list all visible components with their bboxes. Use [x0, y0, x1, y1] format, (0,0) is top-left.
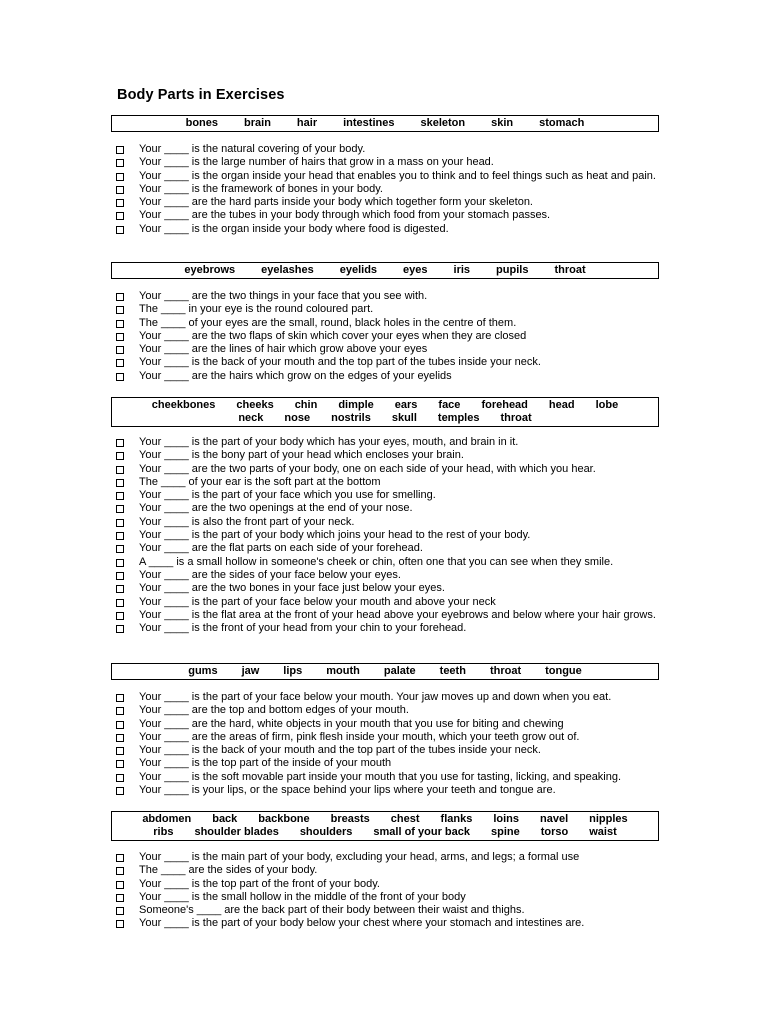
word-bank-word: tongue — [545, 665, 582, 677]
word-bank-word: nostrils — [331, 412, 371, 424]
exercise-item — [116, 303, 656, 316]
exercise-item — [116, 529, 656, 542]
exercise-item — [116, 878, 656, 891]
exercise-sentence: Your ____ is the bony part of your head which encloses your brain. — [139, 449, 464, 462]
exercise-sentence: Your ____ is the top part of the inside of your mouth — [139, 757, 392, 770]
word-bank-word: chest — [390, 813, 420, 825]
word-bank-word: ears — [394, 399, 418, 411]
word-bank-2 — [111, 262, 659, 279]
word-bank-word: neck — [238, 412, 264, 424]
checkbox-icon[interactable] — [116, 747, 124, 755]
exercise-sentence: A ____ is a small hollow in someone's cheek or chin, often one that you can see when they smile. — [139, 555, 614, 568]
word-bank-row — [112, 116, 658, 130]
exercise-item — [116, 183, 656, 196]
word-bank-word: temples — [437, 412, 480, 424]
exercise-item — [116, 356, 656, 369]
exercise-sentence: Your ____ is the natural covering of your body. — [139, 143, 366, 155]
word-bank-word: nose — [284, 412, 311, 424]
exercise-sentence: Your ____ is the small hollow in the middle of the front of your body — [139, 890, 466, 903]
exercise-item — [116, 596, 656, 609]
word-bank-word: loins — [493, 813, 520, 825]
checkbox-icon[interactable] — [116, 492, 124, 500]
checkbox-icon[interactable] — [116, 585, 124, 593]
word-bank-word: spine — [490, 826, 520, 838]
checkbox-icon[interactable] — [116, 173, 124, 181]
checkbox-icon[interactable] — [116, 226, 124, 234]
checkbox-icon[interactable] — [116, 159, 124, 167]
word-bank-row — [112, 263, 658, 277]
word-bank-word: cheekbones — [151, 399, 216, 411]
word-bank-word: brain — [244, 117, 271, 129]
checkbox-icon[interactable] — [116, 439, 124, 447]
word-bank-word: gums — [188, 665, 218, 677]
checkbox-icon[interactable] — [116, 199, 124, 207]
exercise-sentence: The ____ of your eyes are the small, round, black holes in the centre of them. — [139, 316, 517, 329]
word-bank-word: waist — [589, 826, 617, 838]
exercise-item — [116, 476, 656, 489]
word-bank-word: iris — [453, 264, 471, 276]
checkbox-icon[interactable] — [116, 559, 124, 567]
exercise-sentence: Your ____ is the main part of your body, excluding your head, arms, and legs; a formal use — [139, 851, 580, 863]
exercise-item — [116, 449, 656, 462]
word-bank-word: eyes — [403, 264, 428, 276]
exercise-sentence: The ____ in your eye is the round coloured part. — [139, 303, 374, 316]
exercise-item — [116, 851, 656, 864]
checkbox-icon[interactable] — [116, 545, 124, 553]
exercise-sentence: Your ____ are the hairs which grow on the edges of your eyelids — [139, 369, 452, 382]
exercise-sentence: Your ____ are the areas of firm, pink flesh inside your mouth, which your teeth grow out of. — [139, 730, 580, 743]
exercise-item — [116, 582, 656, 595]
exercise-item — [116, 904, 656, 917]
checkbox-icon[interactable] — [116, 519, 124, 527]
exercise-sentence: Your ____ are the flat parts on each side of your forehead. — [139, 542, 423, 555]
exercise-sentence: Your ____ is the organ inside your body where food is digested. — [139, 222, 449, 235]
exercise-item — [116, 196, 656, 209]
exercise-sentence: Your ____ is the front of your head from your chin to your forehead. — [139, 622, 467, 635]
checkbox-icon[interactable] — [116, 333, 124, 341]
checkbox-icon[interactable] — [116, 867, 124, 875]
checkbox-icon[interactable] — [116, 373, 124, 381]
exercise-sentence: Your ____ are the sides of your face below your eyes. — [139, 568, 401, 581]
checkbox-icon[interactable] — [116, 694, 124, 702]
exercise-item — [116, 489, 656, 502]
checkbox-icon[interactable] — [116, 894, 124, 902]
exercise-item — [116, 436, 656, 449]
word-bank-word: teeth — [439, 665, 466, 677]
checkbox-icon[interactable] — [116, 920, 124, 928]
exercise-list-5 — [116, 851, 656, 931]
checkbox-icon[interactable] — [116, 907, 124, 915]
checkbox-icon[interactable] — [116, 452, 124, 460]
exercise-item — [116, 691, 656, 704]
exercise-sentence: Your ____ is the part of your face below your mouth. Your jaw moves up and down when you eat. — [139, 691, 612, 703]
word-bank-word: hair — [296, 117, 318, 129]
exercise-item — [116, 542, 656, 555]
word-bank-word: eyebrows — [184, 264, 236, 276]
word-bank-word: throat — [500, 412, 532, 424]
word-bank-word: flanks — [440, 813, 473, 825]
exercise-sentence: Your ____ are the two parts of your body, one on each side of your head, with which you hear. — [139, 462, 596, 475]
exercise-sentence: Your ____ are the two openings at the end of your nose. — [139, 502, 413, 515]
word-bank-row — [112, 412, 658, 425]
exercise-item — [116, 718, 656, 731]
word-bank-word: jaw — [241, 665, 260, 677]
exercise-item — [116, 290, 656, 303]
word-bank-word: breasts — [330, 813, 370, 825]
exercise-sentence: Your ____ is also the front part of your neck. — [139, 515, 355, 528]
word-bank-word: lips — [283, 665, 303, 677]
exercise-sentence: Your ____ is the soft movable part inside your mouth that you use for tasting, licking, and speaking. — [139, 770, 622, 783]
checkbox-icon[interactable] — [116, 466, 124, 474]
exercise-item — [116, 609, 656, 622]
exercise-sentence: Your ____ are the two flaps of skin which cover your eyes when they are closed — [139, 329, 527, 342]
word-bank-word: bones — [185, 117, 219, 129]
exercise-sentence: Your ____ is the organ inside your head that enables you to think and to feel things such as heat and pain. — [139, 169, 656, 182]
exercise-item — [116, 156, 656, 169]
word-bank-row — [112, 812, 658, 826]
exercise-sentence: Your ____ is the part of your body which has your eyes, mouth, and brain in it. — [139, 436, 519, 448]
checkbox-icon[interactable] — [116, 625, 124, 633]
exercise-item — [116, 502, 656, 515]
checkbox-icon[interactable] — [116, 293, 124, 301]
word-bank-word: stomach — [539, 117, 585, 129]
exercise-item — [116, 771, 656, 784]
word-bank-word: skull — [391, 412, 417, 424]
checkbox-icon[interactable] — [116, 854, 124, 862]
exercise-sentence: Your ____ is the flat area at the front of your head above your eyebrows and below where your hair grows. — [139, 608, 656, 621]
exercise-sentence: Your ____ are the tubes in your body through which food from your stomach passes. — [139, 209, 551, 222]
word-bank-word: lobe — [595, 399, 619, 411]
exercise-item — [116, 864, 656, 877]
word-bank-word: dimple — [338, 399, 374, 411]
checkbox-icon[interactable] — [116, 359, 124, 367]
exercise-list-2 — [116, 290, 656, 383]
word-bank-4 — [111, 663, 659, 680]
exercise-sentence: The ____ are the sides of your body. — [139, 864, 318, 877]
word-bank-word: throat — [489, 665, 522, 677]
word-bank-word: face — [438, 399, 461, 411]
checkbox-icon[interactable] — [116, 721, 124, 729]
exercise-sentence: Your ____ are the top and bottom edges of your mouth. — [139, 704, 409, 717]
exercise-list-4 — [116, 691, 656, 797]
checkbox-icon[interactable] — [116, 479, 124, 487]
exercise-item — [116, 463, 656, 476]
word-bank-word: cheeks — [236, 399, 274, 411]
word-bank-row — [112, 398, 658, 412]
checkbox-icon[interactable] — [116, 346, 124, 354]
exercise-sentence: Your ____ is the top part of the front of your body. — [139, 877, 380, 890]
word-bank-word: intestines — [343, 117, 395, 129]
word-bank-1 — [111, 115, 659, 132]
exercise-item — [116, 757, 656, 770]
exercise-item — [116, 343, 656, 356]
checkbox-icon[interactable] — [116, 760, 124, 768]
checkbox-icon[interactable] — [116, 306, 124, 314]
exercise-item — [116, 317, 656, 330]
word-bank-word: abdomen — [142, 813, 192, 825]
exercise-sentence: Someone's ____ are the back part of their body between their waist and thighs. — [139, 904, 525, 917]
word-bank-word: back — [212, 813, 238, 825]
exercise-sentence: Your ____ is your lips, or the space behind your lips where your teeth and tongue are. — [139, 784, 556, 797]
word-bank-word: skin — [491, 117, 514, 129]
checkbox-icon[interactable] — [116, 612, 124, 620]
exercise-item — [116, 556, 656, 569]
exercise-item — [116, 170, 656, 183]
checkbox-icon[interactable] — [116, 320, 124, 328]
word-bank-5 — [111, 811, 659, 841]
checkbox-icon[interactable] — [116, 599, 124, 607]
exercise-item — [116, 223, 656, 236]
exercise-item — [116, 891, 656, 904]
page-title: Body Parts in Exercises — [117, 87, 285, 103]
exercise-list-1 — [116, 143, 656, 236]
exercise-sentence: Your ____ are the hard parts inside your body which together form your skeleton. — [139, 196, 533, 209]
word-bank-row — [112, 826, 658, 839]
word-bank-word: palate — [383, 665, 416, 677]
exercise-item — [116, 516, 656, 529]
checkbox-icon[interactable] — [116, 186, 124, 194]
exercise-sentence: Your ____ is the back of your mouth and the top part of the tubes inside your neck. — [139, 356, 541, 369]
exercise-item — [116, 704, 656, 717]
word-bank-word: mouth — [326, 665, 360, 677]
word-bank-word: eyelids — [339, 264, 378, 276]
checkbox-icon[interactable] — [116, 146, 124, 154]
checkbox-icon[interactable] — [116, 572, 124, 580]
word-bank-word: shoulder blades — [194, 826, 279, 838]
exercise-sentence: Your ____ are the lines of hair which grow above your eyes — [139, 343, 428, 356]
exercise-item — [116, 731, 656, 744]
word-bank-word: backbone — [258, 813, 310, 825]
word-bank-word: ribs — [153, 826, 174, 838]
word-bank-word: torso — [540, 826, 569, 838]
exercise-sentence: Your ____ are the hard, white objects in your mouth that you use for biting and chewing — [139, 717, 564, 730]
exercise-item — [116, 209, 656, 222]
exercise-item — [116, 917, 656, 930]
exercise-sentence: Your ____ are the two things in your face that you see with. — [139, 290, 428, 302]
exercise-sentence: Your ____ is the part of your face which you use for smelling. — [139, 489, 436, 502]
word-bank-3 — [111, 397, 659, 427]
checkbox-icon[interactable] — [116, 881, 124, 889]
checkbox-icon[interactable] — [116, 707, 124, 715]
exercise-sentence: Your ____ is the part of your body below your chest where your stomach and intestines are. — [139, 917, 585, 930]
exercise-item — [116, 569, 656, 582]
exercise-list-3 — [116, 436, 656, 635]
word-bank-word: shoulders — [299, 826, 353, 838]
exercise-sentence: Your ____ is the framework of bones in your body. — [139, 182, 383, 195]
exercise-item — [116, 622, 656, 635]
checkbox-icon[interactable] — [116, 212, 124, 220]
word-bank-word: eyelashes — [261, 264, 314, 276]
word-bank-word: navel — [540, 813, 569, 825]
word-bank-word: pupils — [496, 264, 529, 276]
exercise-item — [116, 330, 656, 343]
exercise-sentence: The ____ of your ear is the soft part at the bottom — [139, 475, 381, 488]
checkbox-icon[interactable] — [116, 505, 124, 513]
exercise-item — [116, 143, 656, 156]
exercise-item — [116, 370, 656, 383]
word-bank-word: chin — [294, 399, 318, 411]
word-bank-word: throat — [554, 264, 586, 276]
checkbox-icon[interactable] — [116, 734, 124, 742]
checkbox-icon[interactable] — [116, 532, 124, 540]
checkbox-icon[interactable] — [116, 787, 124, 795]
checkbox-icon[interactable] — [116, 774, 124, 782]
word-bank-word: forehead — [481, 399, 528, 411]
exercise-sentence: Your ____ is the part of your face below your mouth and above your neck — [139, 595, 496, 608]
exercise-item — [116, 744, 656, 757]
exercise-sentence: Your ____ is the back of your mouth and the top part of the tubes inside your neck. — [139, 744, 541, 757]
word-bank-row — [112, 664, 658, 678]
word-bank-word: small of your back — [373, 826, 470, 838]
word-bank-word: nipples — [589, 813, 628, 825]
exercise-sentence: Your ____ is the part of your body which joins your head to the rest of your body. — [139, 529, 531, 542]
word-bank-word: head — [548, 399, 575, 411]
exercise-item — [116, 784, 656, 797]
exercise-sentence: Your ____ is the large number of hairs that grow in a mass on your head. — [139, 156, 494, 169]
exercise-sentence: Your ____ are the two bones in your face just below your eyes. — [139, 582, 445, 595]
word-bank-word: skeleton — [420, 117, 466, 129]
